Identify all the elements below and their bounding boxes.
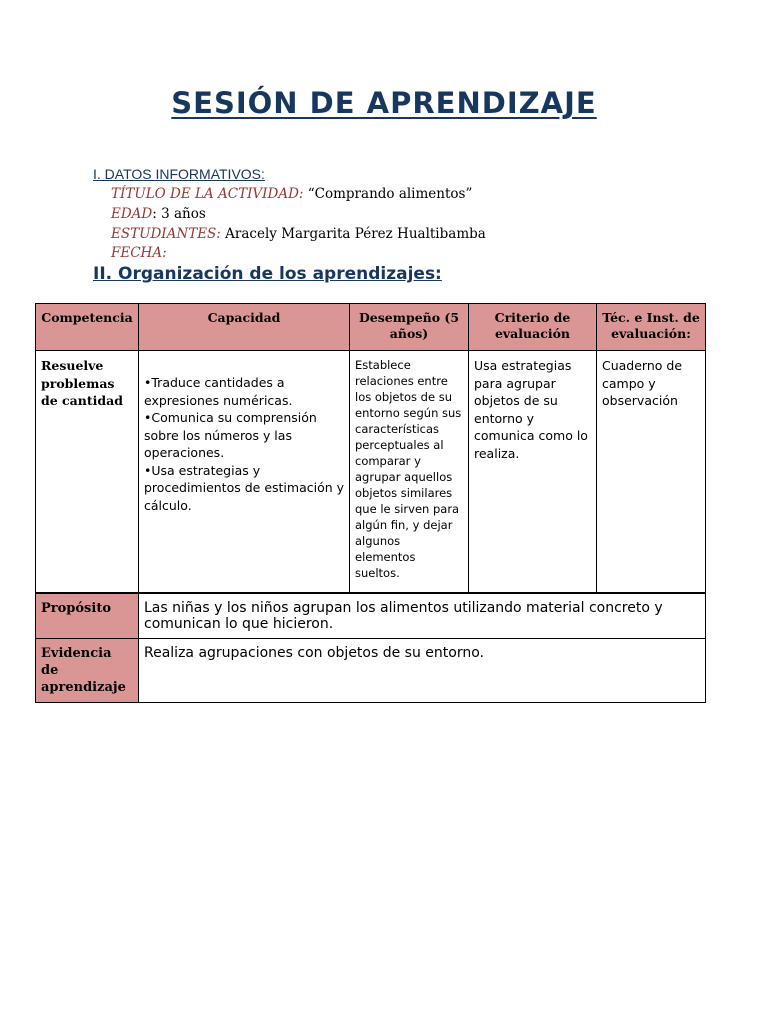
proposito-text: Las niñas y los niños agrupan los alimentos utilizando material concreto y comunican lo que hicieron. bbox=[139, 594, 706, 639]
capacidad-list bbox=[144, 374, 344, 514]
evidencia-label: Evidencia de aprendizaje bbox=[36, 639, 139, 703]
section-1-heading: I. DATOS INFORMATIVOS: bbox=[93, 166, 265, 182]
proposito-row bbox=[36, 594, 706, 639]
field-titulo-label: TÍTULO DE LA ACTIVIDAD: bbox=[111, 186, 304, 202]
cell-capacidad bbox=[139, 351, 350, 593]
cell-desempeno: Establece relaciones entre los objetos de su entorno según sus características perceptuales al comparar y agrupar aquellos objetos similares que le sirven para algún fin, y dejar algunos elementos sueltos. bbox=[350, 351, 469, 593]
header-capacidad: Capacidad bbox=[139, 304, 350, 351]
field-titulo bbox=[111, 186, 472, 202]
table-header-row bbox=[36, 304, 706, 351]
field-estudiantes bbox=[111, 226, 486, 242]
proposito-label: Propósito bbox=[36, 594, 139, 639]
field-edad-value: : 3 años bbox=[152, 206, 206, 222]
header-desempeno: Desempeño (5 años) bbox=[350, 304, 469, 351]
page-title bbox=[0, 86, 768, 120]
learning-table bbox=[35, 303, 706, 593]
purpose-table bbox=[35, 593, 706, 703]
cell-competencia: Resuelve problemas de cantidad bbox=[36, 351, 139, 593]
section-2-heading: II. Organización de los aprendizajes: bbox=[93, 264, 442, 284]
header-tecnica: Téc. e Inst. de evaluación: bbox=[597, 304, 706, 351]
header-criterio: Criterio de evaluación bbox=[469, 304, 597, 351]
list-item: • Usa estrategias y procedimientos de estimación y cálculo. bbox=[144, 462, 344, 515]
evidencia-row bbox=[36, 639, 706, 703]
cell-tecnica: Cuaderno de campo y observación bbox=[597, 351, 706, 593]
field-edad-label: EDAD bbox=[111, 206, 153, 222]
list-item: • Comunica su comprensión sobre los números y las operaciones. bbox=[144, 409, 344, 462]
header-competencia: Competencia bbox=[36, 304, 139, 351]
field-edad bbox=[111, 206, 206, 222]
list-item: • Traduce cantidades a expresiones numéricas. bbox=[144, 374, 344, 409]
field-fecha bbox=[111, 245, 167, 261]
evidencia-text: Realiza agrupaciones con objetos de su entorno. bbox=[139, 639, 706, 703]
field-estudiantes-value: Aracely Margarita Pérez Hualtibamba bbox=[220, 226, 486, 242]
cell-criterio: Usa estrategias para agrupar objetos de su entorno y comunica como lo realiza. bbox=[469, 351, 597, 593]
field-fecha-label: FECHA: bbox=[111, 245, 167, 261]
field-titulo-value: “Comprando alimentos” bbox=[303, 186, 473, 202]
table-row bbox=[36, 351, 706, 593]
page-title-text: SESIÓN DE APRENDIZAJE bbox=[171, 86, 597, 120]
field-estudiantes-label: ESTUDIANTES: bbox=[111, 226, 221, 242]
